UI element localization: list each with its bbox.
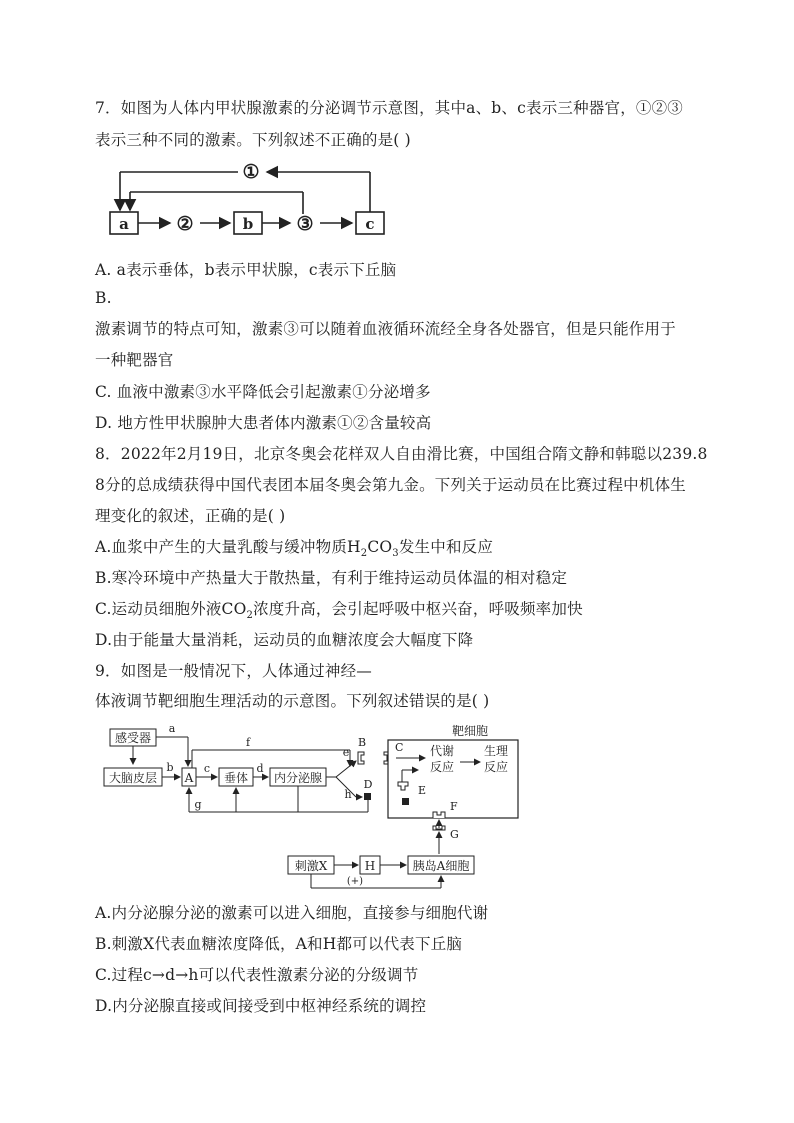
svg-text:b: b [166,761,174,774]
q9-option-d: D.内分泌腺直接或间接受到中枢神经系统的调控 [95,997,427,1015]
q7-option-d: D. 地方性甲状腺肿大患者体内激素①②含量较高 [95,414,432,432]
svg-text:c: c [365,215,375,233]
q9-stem-line2: 体液调节靶细胞生理活动的示意图。下列叙述错误的是( ) [95,692,490,710]
q7-option-b-line2: 一种靶器官 [95,351,174,369]
svg-text:(+): (+) [346,876,364,887]
svg-text:c: c [203,762,211,775]
svg-text:C: C [395,741,404,754]
svg-text:E: E [418,784,427,797]
svg-text:代谢: 代谢 [429,744,455,758]
q7-option-b-line1: 激素调节的特点可知，激素③可以随着血液循环流经全身各处器官，但是只能作用于 [95,320,676,338]
q7-stem-line2: 表示三种不同的激素。下列叙述不正确的是( ) [95,131,411,149]
svg-text:A: A [184,771,194,785]
svg-text:h: h [344,788,352,801]
svg-text:B: B [357,736,367,749]
svg-text:H: H [364,859,376,873]
q9-option-c: C.过程c→d→h可以代表性激素分泌的分级调节 [95,966,419,984]
q9-stem-line1: 9．如图是一般情况下，人体通过神经— [95,662,372,680]
q9-option-a: A.内分泌腺分泌的激素可以进入细胞，直接参与细胞代谢 [95,904,489,922]
svg-text:大脑皮层: 大脑皮层 [108,771,158,785]
svg-text:f: f [245,736,251,749]
q8-option-d: D.由于能量大量消耗，运动员的血糖浓度会大幅度下降 [95,631,474,649]
q7-stem-line1: 7．如图为人体内甲状腺激素的分泌调节示意图，其中a、b、c表示三种器官，①②③ [95,99,684,117]
q8-option-c: C.运动员细胞外液$CO_2$浓度升高，会引起呼吸中枢兴奋，呼吸频率加快 [95,600,583,622]
svg-text:d: d [256,762,264,775]
q7-option-b-label: B. [95,289,112,307]
q8-option-a: A.血浆中产生的大量乳酸与缓冲物质$H_2CO_3$发生中和反应 [95,538,494,560]
q7-thyroid-diagram [100,156,400,242]
svg-text:a: a [119,215,129,233]
svg-text:D: D [363,778,373,791]
svg-text:生理: 生理 [483,744,509,758]
svg-text:b: b [242,215,254,233]
svg-text:g: g [194,798,202,811]
q7-option-a: A. a表示垂体，b表示甲状腺，c表示下丘脑 [95,261,397,279]
svg-text:反应: 反应 [483,760,509,774]
q8-stem-line2: 8分的总成绩获得中国代表团本届冬奥会第九金。下列关于运动员在比赛过程中机体生 [95,476,686,494]
hormone-1-label: ① [242,161,260,183]
q8-option-b: B.寒冷环境中产热量大于散热量，有利于维持运动员体温的相对稳定 [95,569,568,587]
svg-text:内分泌腺: 内分泌腺 [273,771,323,785]
q8-stem-line1: 8．2022年2月19日，北京冬奥会花样双人自由滑比赛，中国组合隋文静和韩聪以239.8 [95,445,708,463]
q9-regulation-diagram [100,718,530,894]
svg-text:刺激X: 刺激X [294,859,328,873]
svg-text:垂体: 垂体 [223,771,249,785]
q7-option-c: C. 血液中激素③水平降低会引起激素①分泌增多 [95,383,431,401]
svg-text:G: G [450,828,459,841]
svg-text:反应: 反应 [429,760,455,774]
svg-text:F: F [450,800,458,813]
svg-text:a: a [168,722,176,735]
svg-text:胰岛A细胞: 胰岛A细胞 [412,859,470,873]
q8-stem-line3: 理变化的叙述，正确的是( ) [95,507,286,525]
svg-text:靶细胞: 靶细胞 [451,724,489,738]
q9-option-b: B.刺激X代表血糖浓度降低，A和H都可以代表下丘脑 [95,935,463,953]
svg-text:感受器: 感受器 [114,731,152,745]
hormone-3-label: ③ [296,213,314,235]
svg-text:e: e [342,746,350,759]
hormone-2-label: ② [176,213,194,235]
